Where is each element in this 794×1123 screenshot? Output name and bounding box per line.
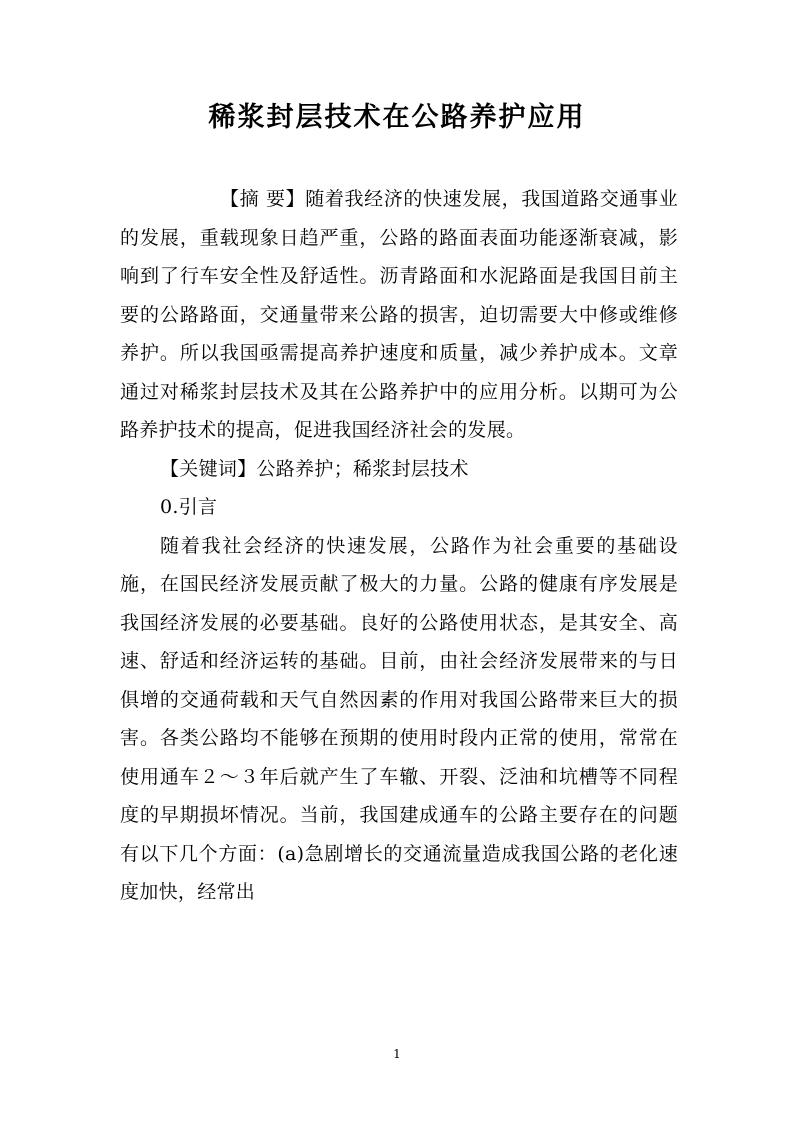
document-title: 稀浆封层技术在公路养护应用 — [208, 102, 586, 133]
abstract-paragraph: 【摘 要】随着我经济的快速发展，我国道路交通事业的发展，重载现象日趋严重，公路的路面表面功能逐渐衰减，影响到了行车安全性及舒适性。沥青路面和水泥路面是我国目前主要的公路路面，交通量带来公路的损害，迫切需要大中修或维修养护。所以我国亟需提高养护速度和质量，减少养护成本。文章通过对稀浆封层技术及其在公路养护中的应用分析。以期可为公路养护技术的提高，促进我国经济社会的发展。 — [120, 188, 678, 441]
section-heading: 0.引言 — [160, 496, 218, 518]
document-body — [120, 180, 678, 912]
page-number: 1 — [393, 1047, 401, 1061]
intro-paragraph: 随着我社会经济的快速发展，公路作为社会重要的基础设施，在国民经济发展贡献了极大的力量。公路的健康有序发展是我国经济发展的必要基础。良好的公路使用状态，是其安全、高速、舒适和经济运转的基础。目前，由社会经济发展带来的与日俱增的交通荷载和天气自然因素的作用对我国公路带来巨大的损害。各类公路均不能够在预期的使用时段内正常的使用，常常在使用通车２～３年后就产生了车辙、开裂、泛油和坑槽等不同程度的早期损坏情况。当前，我国建成通车的公路主要存在的问题有以下几个方面：(a)急剧增长的交通流量造成我国公路的老化速度加快，经常出 — [120, 534, 678, 903]
keywords-paragraph: 【关键词】公路养护；稀浆封层技术 — [160, 457, 469, 480]
